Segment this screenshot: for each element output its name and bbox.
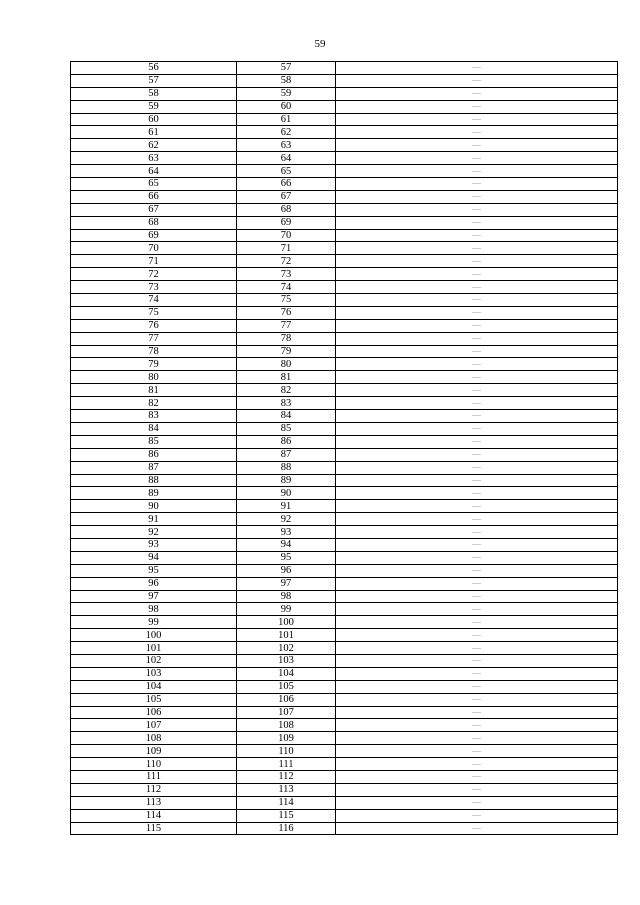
- table-cell-col-2: 88: [237, 461, 336, 474]
- table-cell-col-2: 58: [237, 74, 336, 87]
- table-cell-col-3: —: [336, 332, 618, 345]
- table-cell-col-1: 76: [71, 319, 237, 332]
- table-cell-col-3: —: [336, 680, 618, 693]
- table-cell-col-2: 89: [237, 474, 336, 487]
- table-row: [71, 139, 618, 152]
- table-cell-col-3: —: [336, 654, 618, 667]
- table-cell-col-2: 59: [237, 87, 336, 100]
- table-cell-col-3: —: [336, 758, 618, 771]
- table-cell-col-1: 104: [71, 680, 237, 693]
- page-number: 59: [314, 38, 326, 50]
- table-cell-col-1: 108: [71, 732, 237, 745]
- table-row: [71, 706, 618, 719]
- table-cell-col-1: 67: [71, 203, 237, 216]
- table-cell-col-3: —: [336, 203, 618, 216]
- table-cell-col-3: —: [336, 693, 618, 706]
- table-cell-col-2: 70: [237, 229, 336, 242]
- table-cell-col-1: 56: [71, 62, 237, 75]
- table-cell-col-2: 81: [237, 371, 336, 384]
- table-cell-col-3: —: [336, 371, 618, 384]
- table-cell-col-2: 72: [237, 255, 336, 268]
- table-cell-col-1: 84: [71, 422, 237, 435]
- table-cell-col-2: 75: [237, 294, 336, 307]
- table-cell-col-3: —: [336, 62, 618, 75]
- table-row: [71, 268, 618, 281]
- table-cell-col-2: 98: [237, 590, 336, 603]
- table-row: [71, 551, 618, 564]
- table-body: [71, 62, 618, 835]
- table-cell-col-1: 112: [71, 783, 237, 796]
- table-cell-col-1: 78: [71, 345, 237, 358]
- table-row: [71, 667, 618, 680]
- table-cell-col-3: —: [336, 577, 618, 590]
- table-cell-col-2: 100: [237, 616, 336, 629]
- table-cell-col-3: —: [336, 358, 618, 371]
- table-cell-col-3: —: [336, 783, 618, 796]
- table-cell-col-2: 64: [237, 152, 336, 165]
- table-cell-col-3: —: [336, 229, 618, 242]
- table-cell-col-2: 83: [237, 397, 336, 410]
- table-cell-col-2: 76: [237, 306, 336, 319]
- table-row: [71, 100, 618, 113]
- table-cell-col-1: 96: [71, 577, 237, 590]
- table-cell-col-2: 103: [237, 654, 336, 667]
- table-cell-col-3: —: [336, 87, 618, 100]
- table-row: [71, 642, 618, 655]
- table-row: [71, 397, 618, 410]
- table-cell-col-1: 81: [71, 384, 237, 397]
- table-cell-col-1: 62: [71, 139, 237, 152]
- table-cell-col-1: 97: [71, 590, 237, 603]
- table-cell-col-3: —: [336, 590, 618, 603]
- table-cell-col-2: 85: [237, 422, 336, 435]
- table-cell-col-1: 109: [71, 745, 237, 758]
- table-cell-col-2: 109: [237, 732, 336, 745]
- table-cell-col-1: 61: [71, 126, 237, 139]
- table-cell-col-3: —: [336, 100, 618, 113]
- table-row: [71, 616, 618, 629]
- table-cell-col-1: 72: [71, 268, 237, 281]
- table-cell-col-1: 87: [71, 461, 237, 474]
- table-cell-col-2: 99: [237, 603, 336, 616]
- table-cell-col-1: 102: [71, 654, 237, 667]
- table-cell-col-2: 79: [237, 345, 336, 358]
- table-row: [71, 732, 618, 745]
- table-cell-col-1: 60: [71, 113, 237, 126]
- table-row: [71, 332, 618, 345]
- table-cell-col-3: —: [336, 397, 618, 410]
- table-cell-col-3: —: [336, 500, 618, 513]
- table-cell-col-1: 74: [71, 294, 237, 307]
- table-row: [71, 306, 618, 319]
- table-cell-col-2: 86: [237, 435, 336, 448]
- table-row: [71, 345, 618, 358]
- table-cell-col-3: —: [336, 410, 618, 423]
- table-cell-col-1: 95: [71, 564, 237, 577]
- table-cell-col-3: —: [336, 435, 618, 448]
- table-cell-col-2: 104: [237, 667, 336, 680]
- table-cell-col-1: 64: [71, 165, 237, 178]
- table-row: [71, 822, 618, 835]
- table-cell-col-3: —: [336, 345, 618, 358]
- table-cell-col-2: 107: [237, 706, 336, 719]
- table-cell-col-3: —: [336, 461, 618, 474]
- table-cell-col-1: 63: [71, 152, 237, 165]
- table-cell-col-3: —: [336, 796, 618, 809]
- table-cell-col-2: 78: [237, 332, 336, 345]
- table-cell-col-3: —: [336, 113, 618, 126]
- table-cell-col-2: 97: [237, 577, 336, 590]
- table-cell-col-1: 57: [71, 74, 237, 87]
- table-cell-col-2: 106: [237, 693, 336, 706]
- table-row: [71, 62, 618, 75]
- table-row: [71, 126, 618, 139]
- table-cell-col-2: 102: [237, 642, 336, 655]
- table-cell-col-1: 113: [71, 796, 237, 809]
- table-cell-col-3: —: [336, 74, 618, 87]
- table-cell-col-3: —: [336, 487, 618, 500]
- table-cell-col-1: 75: [71, 306, 237, 319]
- table-cell-col-3: —: [336, 139, 618, 152]
- table-cell-col-2: 110: [237, 745, 336, 758]
- table-cell-col-2: 91: [237, 500, 336, 513]
- table-cell-col-3: —: [336, 616, 618, 629]
- table-cell-col-2: 108: [237, 719, 336, 732]
- table-row: [71, 770, 618, 783]
- table-row: [71, 178, 618, 191]
- table-cell-col-2: 84: [237, 410, 336, 423]
- table-cell-col-1: 73: [71, 281, 237, 294]
- table-row: [71, 422, 618, 435]
- table-cell-col-3: —: [336, 152, 618, 165]
- table-cell-col-1: 88: [71, 474, 237, 487]
- table-cell-col-1: 106: [71, 706, 237, 719]
- table-cell-col-1: 114: [71, 809, 237, 822]
- table-row: [71, 461, 618, 474]
- table-row: [71, 229, 618, 242]
- table-row: [71, 190, 618, 203]
- table-cell-col-2: 95: [237, 551, 336, 564]
- data-table-container: [70, 61, 617, 835]
- table-cell-col-1: 58: [71, 87, 237, 100]
- table-cell-col-1: 115: [71, 822, 237, 835]
- table-cell-col-2: 62: [237, 126, 336, 139]
- table-row: [71, 435, 618, 448]
- table-row: [71, 796, 618, 809]
- table-row: [71, 474, 618, 487]
- table-cell-col-1: 99: [71, 616, 237, 629]
- table-row: [71, 513, 618, 526]
- table-cell-col-1: 77: [71, 332, 237, 345]
- table-cell-col-2: 71: [237, 242, 336, 255]
- table-cell-col-2: 112: [237, 770, 336, 783]
- table-row: [71, 654, 618, 667]
- table-row: [71, 152, 618, 165]
- table-cell-col-1: 59: [71, 100, 237, 113]
- table-cell-col-1: 101: [71, 642, 237, 655]
- table-cell-col-3: —: [336, 281, 618, 294]
- table-cell-col-1: 92: [71, 526, 237, 539]
- table-cell-col-1: 93: [71, 538, 237, 551]
- table-cell-col-3: —: [336, 255, 618, 268]
- table-row: [71, 487, 618, 500]
- table-cell-col-2: 68: [237, 203, 336, 216]
- table-cell-col-1: 110: [71, 758, 237, 771]
- table-cell-col-1: 103: [71, 667, 237, 680]
- table-row: [71, 564, 618, 577]
- table-cell-col-2: 116: [237, 822, 336, 835]
- table-cell-col-2: 111: [237, 758, 336, 771]
- table-cell-col-3: —: [336, 770, 618, 783]
- table-cell-col-1: 71: [71, 255, 237, 268]
- table-cell-col-2: 94: [237, 538, 336, 551]
- table-cell-col-2: 57: [237, 62, 336, 75]
- table-cell-col-2: 87: [237, 448, 336, 461]
- table-cell-col-1: 107: [71, 719, 237, 732]
- table-cell-col-1: 100: [71, 629, 237, 642]
- table-cell-col-3: —: [336, 551, 618, 564]
- table-cell-col-2: 67: [237, 190, 336, 203]
- table-cell-col-2: 115: [237, 809, 336, 822]
- table-row: [71, 629, 618, 642]
- table-cell-col-2: 90: [237, 487, 336, 500]
- table-cell-col-2: 65: [237, 165, 336, 178]
- table-row: [71, 719, 618, 732]
- table-cell-col-3: —: [336, 564, 618, 577]
- table-row: [71, 203, 618, 216]
- table-cell-col-3: —: [336, 422, 618, 435]
- table-row: [71, 255, 618, 268]
- table-cell-col-3: —: [336, 603, 618, 616]
- table-cell-col-1: 85: [71, 435, 237, 448]
- table-cell-col-2: 93: [237, 526, 336, 539]
- table-row: [71, 448, 618, 461]
- table-row: [71, 680, 618, 693]
- table-row: [71, 410, 618, 423]
- table-cell-col-1: 66: [71, 190, 237, 203]
- table-cell-col-3: —: [336, 642, 618, 655]
- table-cell-col-1: 111: [71, 770, 237, 783]
- table-cell-col-1: 69: [71, 229, 237, 242]
- table-cell-col-3: —: [336, 538, 618, 551]
- table-cell-col-2: 69: [237, 216, 336, 229]
- table-cell-col-3: —: [336, 706, 618, 719]
- table-row: [71, 371, 618, 384]
- table-row: [71, 113, 618, 126]
- table-cell-col-3: —: [336, 126, 618, 139]
- table-cell-col-3: —: [336, 216, 618, 229]
- table-cell-col-1: 105: [71, 693, 237, 706]
- table-cell-col-3: —: [336, 178, 618, 191]
- table-cell-col-2: 105: [237, 680, 336, 693]
- table-cell-col-3: —: [336, 165, 618, 178]
- table-row: [71, 577, 618, 590]
- table-cell-col-1: 79: [71, 358, 237, 371]
- table-row: [71, 693, 618, 706]
- table-cell-col-2: 113: [237, 783, 336, 796]
- table-row: [71, 358, 618, 371]
- table-cell-col-3: —: [336, 732, 618, 745]
- table-row: [71, 783, 618, 796]
- table-cell-col-3: —: [336, 242, 618, 255]
- table-row: [71, 294, 618, 307]
- table-cell-col-3: —: [336, 667, 618, 680]
- table-cell-col-1: 65: [71, 178, 237, 191]
- table-row: [71, 216, 618, 229]
- table-cell-col-2: 74: [237, 281, 336, 294]
- table-row: [71, 87, 618, 100]
- table-cell-col-1: 94: [71, 551, 237, 564]
- table-cell-col-2: 61: [237, 113, 336, 126]
- table-cell-col-1: 68: [71, 216, 237, 229]
- table-cell-col-3: —: [336, 384, 618, 397]
- table-cell-col-3: —: [336, 745, 618, 758]
- table-cell-col-3: —: [336, 822, 618, 835]
- data-table: [70, 61, 618, 835]
- table-cell-col-2: 77: [237, 319, 336, 332]
- table-cell-col-1: 86: [71, 448, 237, 461]
- table-cell-col-1: 82: [71, 397, 237, 410]
- table-cell-col-1: 83: [71, 410, 237, 423]
- table-row: [71, 165, 618, 178]
- table-row: [71, 526, 618, 539]
- table-row: [71, 745, 618, 758]
- table-cell-col-2: 66: [237, 178, 336, 191]
- table-row: [71, 500, 618, 513]
- table-cell-col-2: 82: [237, 384, 336, 397]
- table-cell-col-3: —: [336, 448, 618, 461]
- table-cell-col-2: 60: [237, 100, 336, 113]
- table-cell-col-3: —: [336, 629, 618, 642]
- table-cell-col-1: 91: [71, 513, 237, 526]
- table-cell-col-1: 70: [71, 242, 237, 255]
- table-cell-col-1: 98: [71, 603, 237, 616]
- table-cell-col-2: 101: [237, 629, 336, 642]
- table-row: [71, 319, 618, 332]
- table-cell-col-3: —: [336, 190, 618, 203]
- table-cell-col-1: 89: [71, 487, 237, 500]
- table-cell-col-3: —: [336, 474, 618, 487]
- table-cell-col-3: —: [336, 294, 618, 307]
- table-cell-col-2: 92: [237, 513, 336, 526]
- table-row: [71, 538, 618, 551]
- table-cell-col-3: —: [336, 526, 618, 539]
- table-cell-col-3: —: [336, 306, 618, 319]
- table-row: [71, 384, 618, 397]
- table-cell-col-3: —: [336, 319, 618, 332]
- table-row: [71, 281, 618, 294]
- table-row: [71, 809, 618, 822]
- table-cell-col-1: 80: [71, 371, 237, 384]
- table-cell-col-3: —: [336, 513, 618, 526]
- table-row: [71, 758, 618, 771]
- table-row: [71, 603, 618, 616]
- table-cell-col-2: 96: [237, 564, 336, 577]
- table-cell-col-2: 114: [237, 796, 336, 809]
- table-row: [71, 242, 618, 255]
- table-cell-col-1: 90: [71, 500, 237, 513]
- table-cell-col-2: 80: [237, 358, 336, 371]
- table-cell-col-3: —: [336, 268, 618, 281]
- table-row: [71, 74, 618, 87]
- table-cell-col-3: —: [336, 719, 618, 732]
- table-cell-col-3: —: [336, 809, 618, 822]
- table-cell-col-2: 73: [237, 268, 336, 281]
- table-row: [71, 590, 618, 603]
- table-cell-col-2: 63: [237, 139, 336, 152]
